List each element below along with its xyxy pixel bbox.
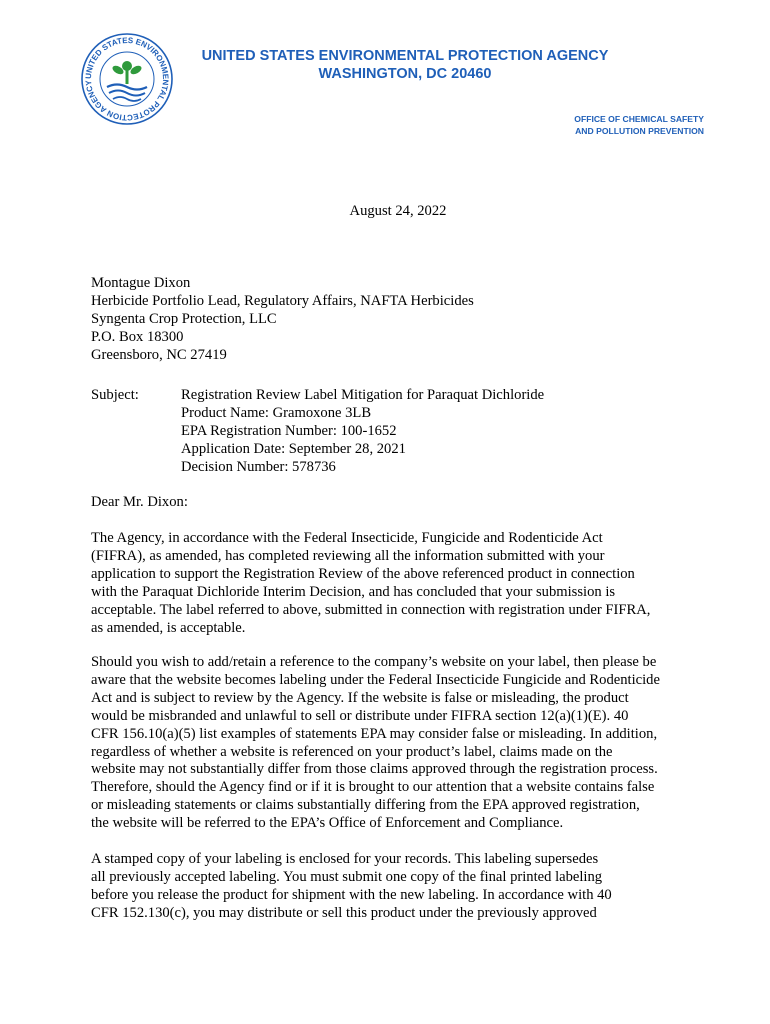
paragraph-line: website may not substantially differ from those claims approved through the registration process. (91, 761, 658, 778)
paragraph-approval (91, 530, 691, 637)
paragraph-line: CFR 152.130(c), you may distribute or sell this product under the previously approved (91, 904, 597, 921)
office-line: OFFICE OF CHEMICAL SAFETY (574, 114, 704, 124)
paragraph-line: Should you wish to add/retain a reference to the company’s website on your label, then please be (91, 654, 657, 670)
paragraph-website (91, 654, 691, 833)
epa-seal-logo (80, 32, 174, 126)
agency-city: WASHINGTON, DC 20460 (318, 66, 492, 82)
paragraph-line: acceptable. The label referred to above, submitted in connection with registration under FIFRA, (91, 601, 651, 618)
paragraph-line: with the Paraquat Dichloride Interim Decision, and has concluded that your submission is (91, 583, 616, 600)
paragraph-line: application to support the Registration Review of the above referenced product in connection (91, 565, 635, 582)
address-line: Greensboro, NC 27419 (91, 346, 227, 363)
subject-line: Decision Number: 578736 (181, 458, 336, 475)
paragraph-labeling (91, 851, 691, 923)
paragraph-line: Act and is subject to review by the Agency. If the website is false or misleading, the product (91, 689, 629, 706)
subject-line: Registration Review Label Mitigation for Paraquat Dichloride (181, 387, 545, 403)
subject-line: Application Date: September 28, 2021 (181, 440, 406, 457)
recipient-address (91, 275, 474, 365)
paragraph-line: CFR 156.10(a)(5) list examples of statements EPA may consider false or misleading. In addition, (91, 725, 658, 742)
agency-name: UNITED STATES ENVIRONMENTAL PROTECTION AGENCY (201, 48, 609, 64)
subject-block (181, 387, 544, 477)
office-line: AND POLLUTION PREVENTION (575, 126, 704, 136)
paragraph-line: Therefore, should the Agency find or if it is brought to our attention that a website contains false (91, 779, 655, 796)
office-name (574, 113, 704, 137)
paragraph-line: aware that the website becomes labeling under the Federal Insecticide Fungicide and Rodenticide (91, 671, 660, 688)
paragraph-line: the website will be referred to the EPA’s Office of Enforcement and Compliance. (91, 815, 564, 832)
address-line: P.O. Box 18300 (91, 328, 184, 345)
seal-ring-text: UNITED STATES ENVIRONMENTAL PROTECTION AGENCY (83, 35, 171, 123)
paragraph-line: or misleading statements or claims substantially differing from the EPA approved registration, (91, 797, 640, 814)
paragraph-line: (FIFRA), as amended, has completed reviewing all the information submitted with your (91, 547, 605, 564)
subject-line: EPA Registration Number: 100-1652 (181, 422, 397, 439)
paragraph-line: as amended, is acceptable. (91, 619, 246, 636)
address-line: Montague Dixon (91, 275, 191, 291)
paragraph-line: before you release the product for shipment with the new labeling. In accordance with 40 (91, 886, 612, 903)
salutation: Dear Mr. Dixon: (91, 494, 188, 510)
letter-date: August 24, 2022 (349, 203, 447, 219)
subject-label: Subject: (91, 387, 139, 403)
paragraph-line: all previously accepted labeling. You must submit one copy of the final printed labeling (91, 868, 603, 885)
subject-line: Product Name: Gramoxone 3LB (181, 404, 372, 421)
paragraph-line: regardless of whether a website is referenced on your product’s label, claims made on the (91, 743, 613, 760)
paragraph-line: The Agency, in accordance with the Federal Insecticide, Fungicide and Rodenticide Act (91, 530, 603, 546)
address-line: Herbicide Portfolio Lead, Regulatory Affairs, NAFTA Herbicides (91, 292, 474, 309)
paragraph-line: would be misbranded and unlawful to sell or distribute under FIFRA section 12(a)(1)(E). 40 (91, 707, 629, 724)
paragraph-line: A stamped copy of your labeling is enclosed for your records. This labeling supersedes (91, 851, 599, 867)
address-line: Syngenta Crop Protection, LLC (91, 310, 277, 327)
